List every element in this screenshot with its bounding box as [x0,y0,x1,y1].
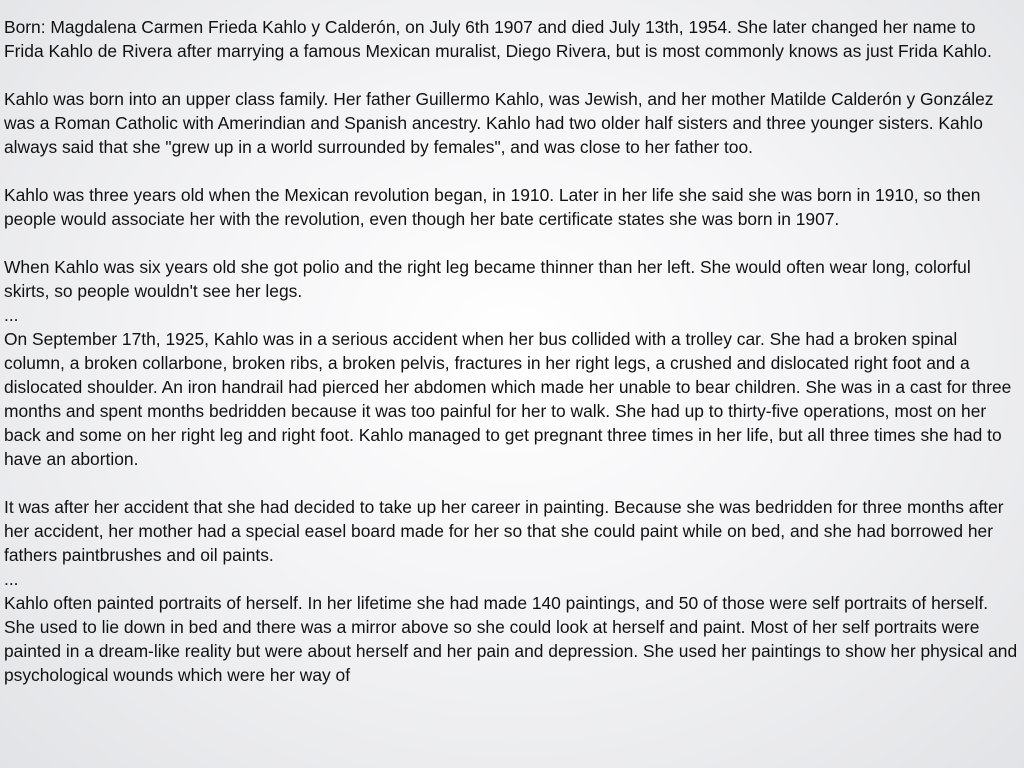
paragraph-painting-career: It was after her accident that she had decided to take up her career in painting. Because she was bedridden for three months after her accident, her mother had a special easel board made for her so that she could paint while on bed, and she had borrowed her fathers paintbrushes and oil paints. [4,497,1004,565]
paragraph-revolution: Kahlo was three years old when the Mexican revolution began, in 1910. Later in her life she said she was born in 1910, so then people would associate her with the revolution, even though her bate certificate states she was born in 1907. [4,185,981,229]
paragraph-accident: On September 17th, 1925, Kahlo was in a serious accident when her bus collided with a trolley car. She had a broken spinal column, a broken collarbone, broken ribs, a broken pelvis, fractures in her right legs, a crushed and dislocated right foot and a dislocated shoulder. An iron handrail had pierced her abdomen which made her unable to bear children. She was in a cast for three months and spent months bedridden because it was too painful for her to walk. She had up to thirty-five operations, most on her back and some on her right leg and right foot. Kahlo managed to get pregnant three times in her life, but all three times she had to have an abortion. [4,329,1012,469]
ellipsis-separator: ... [4,305,19,325]
paragraph-family: Kahlo was born into an upper class family. Her father Guillermo Kahlo, was Jewish, and her mother Matilde Calderón y González was a Roman Catholic with Amerindian and Spanish ancestry. Kahlo had two older half sisters and three younger sisters. Kahlo always said that she "grew up in a world surrounded by females", and was close to her father too. [4,89,994,157]
document-body [4,15,1020,687]
paragraph-polio: When Kahlo was six years old she got polio and the right leg became thinner than her left. She would often wear long, colorful skirts, so people wouldn't see her legs. [4,257,971,301]
paragraph-birth: Born: Magdalena Carmen Frieda Kahlo y Calderón, on July 6th 1907 and died July 13th, 1954. She later changed her name to Frida Kahlo de Rivera after marrying a famous Mexican muralist, Diego Rivera, but is most commonly knows as just Frida Kahlo. [4,17,992,61]
ellipsis-separator: ... [4,569,19,589]
paragraph-self-portraits: Kahlo often painted portraits of herself. In her lifetime she had made 140 paintings, and 50 of those were self portraits of herself. She used to lie down in bed and there was a mirror above so she could look at herself and paint. Most of her self portraits were painted in a dream-like reality but were about herself and her pain and depression. She used her paintings to show her physical and psychological wounds which were her way of [4,593,1018,685]
